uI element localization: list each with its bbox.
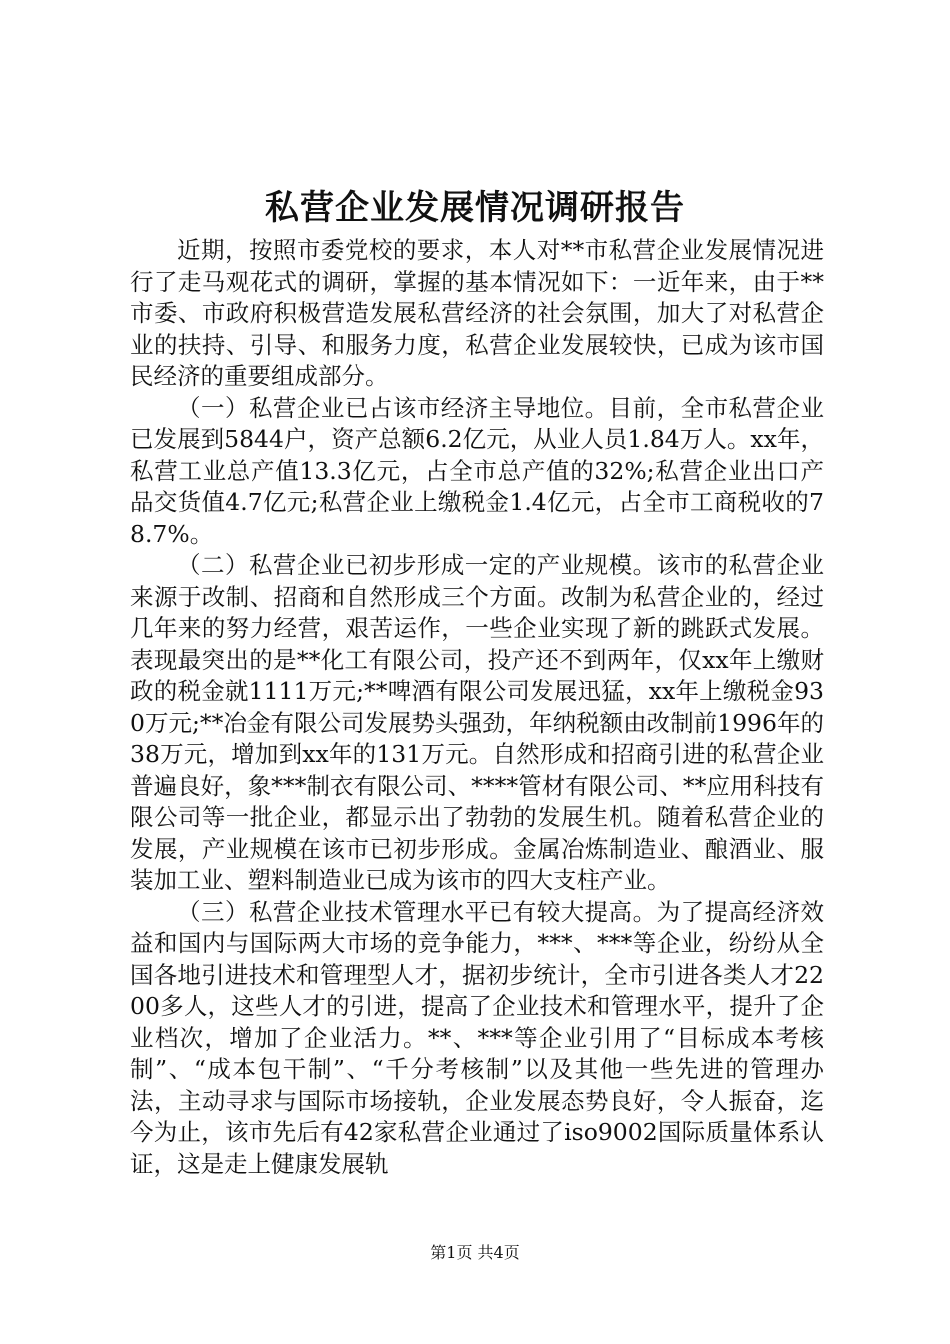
paragraph-section-1: （一）私营企业已占该市经济主导地位。目前，全市私营企业已发展到5844户，资产总额6.2亿元，从业人员1.84万人。xx年，私营工业总产值13.3亿元，占全市总产值的32%;私营企业出口产品交货值4.7亿元;私营企业上缴税金1.4亿元，占全市工商税收的78.7%。 [130,393,824,548]
document-title: 私营企业发展情况调研报告 [265,188,685,228]
paragraph-section-2: （二）私营企业已初步形成一定的产业规模。该市的私营企业来源于改制、招商和自然形成三个方面。改制为私营企业的，经过几年来的努力经营，艰苦运作，一些企业实现了新的跳跃式发展。表现最突出的是**化工有限公司，投产还不到两年，仅xx年上缴财政的税金就1111万元;**啤酒有限公司发展迅猛，xx年上缴税金930万元;**冶金有限公司发展势头强劲，年纳税额由改制前1996年的38万元，增加到xx年的131万元。自然形成和招商引进的私营企业普遍良好，象***制衣有限公司、****管材有限公司、**应用科技有限公司等一批企业，都显示出了勃勃的发展生机。随着私营企业的发展，产业规模在该市已初步形成。金属冶炼制造业、酿酒业、服装加工业、塑料制造业已成为该市的四大支柱产业。 [130,551,824,894]
paragraph-intro: 近期，按照市委党校的要求，本人对**市私营企业发展情况进行了走马观花式的调研，掌握的基本情况如下：一近年来，由于**市委、市政府积极营造发展私营经济的社会氛围，加大了对私营企业的扶持、引导、和服务力度，私营企业发展较快，已成为该市国民经济的重要组成部分。 [130,236,824,390]
page-number-footer: 第1页 共4页 [430,1243,520,1262]
document-body [130,235,824,1180]
paragraph-section-3: （三）私营企业技术管理水平已有较大提高。为了提高经济效益和国内与国际两大市场的竞争能力，***、***等企业，纷纷从全国各地引进技术和管理型人才，据初步统计，全市引进各类人才2200多人，这些人才的引进，提高了企业技术和管理水平，提升了企业档次，增加了企业活力。**、***等企业引用了“目标成本考核制”、“成本包干制”、“千分考核制”以及其他一些先进的管理办法，主动寻求与国际市场接轨，企业发展态势良好，令人振奋，迄今为止，该市先后有42家私营企业通过了iso9002国际质量体系认证，这是走上健康发展轨 [130,897,824,1178]
